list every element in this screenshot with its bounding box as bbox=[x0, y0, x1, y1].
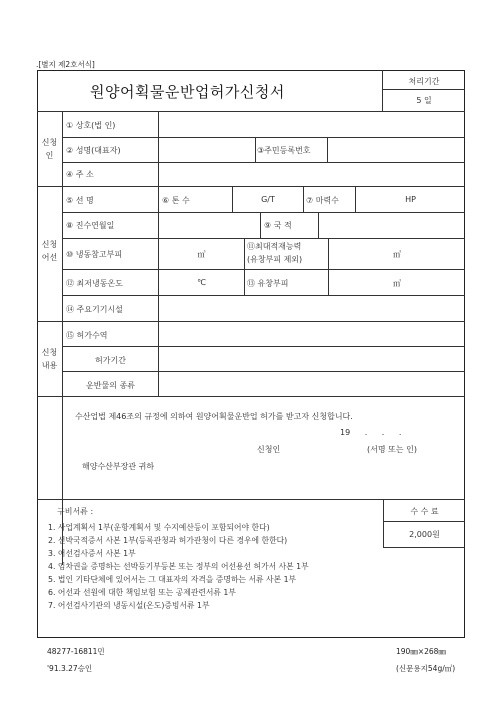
horsepower-unit: HP bbox=[405, 195, 416, 204]
field-main-equipment-label: ⑭ 주요기기시설 bbox=[66, 305, 123, 314]
document-item: 2. 선박국적증서 사본 1부(등록관청과 허가관청이 다른 경우에 한한다) bbox=[48, 536, 288, 545]
oil-tank-volume-unit: ㎥ bbox=[393, 279, 401, 288]
field-horsepower-label: ⑦ 마력수 bbox=[306, 196, 339, 205]
field-tonnage-label: ⑥ 톤 수 bbox=[162, 196, 190, 205]
footer-form-code: 48277-16811민 bbox=[47, 647, 105, 656]
content-section-label: 신청 내용 bbox=[41, 348, 58, 370]
field-oil-tank-volume-label: ⑬ 유창부피 bbox=[247, 279, 289, 288]
processing-period-value: 5 일 bbox=[416, 96, 432, 105]
field-company-name-label: ① 상호(법 인) bbox=[66, 121, 116, 130]
declaration-text: 수산업법 제46조의 규정에 의하여 원양어획물운반업 허가를 받고자 신청합니다. bbox=[75, 412, 353, 421]
field-launch-date-label: ⑧ 진수연월일 bbox=[66, 221, 115, 230]
field-cargo-type-label: 운반물의 종류 bbox=[86, 381, 135, 390]
min-temp-unit: ℃ bbox=[197, 278, 206, 287]
form-number-label: .[별지 제2호서식] bbox=[36, 60, 95, 69]
applicant-signature-label: 신청인 bbox=[257, 445, 281, 454]
field-max-capacity-label: ⑪최대적재능력 bbox=[247, 242, 302, 251]
footer-paper-size: 190㎜×268㎜ bbox=[396, 647, 446, 656]
field-vessel-name-label: ⑤ 선 명 bbox=[66, 196, 94, 205]
vessel-section-label: 신청 어선 bbox=[41, 240, 58, 262]
document-item: 3. 어선검사증서 사본 1부 bbox=[48, 549, 136, 558]
required-documents-header: 구비서류 : bbox=[57, 507, 94, 516]
max-capacity-unit: ㎥ bbox=[393, 250, 401, 259]
field-refrigeration-volume-label: ⑩ 냉동참고부피 bbox=[66, 250, 123, 259]
document-item: 6. 어선과 선원에 대한 책임보험 또는 공제관련서류 1부 bbox=[48, 588, 236, 597]
refrigeration-volume-unit: ㎥ bbox=[197, 250, 206, 259]
applicant-section-label: 신청 인 bbox=[41, 138, 58, 160]
document-item: 4. 임차권을 증명하는 선박등기부등본 또는 정부의 어선용선 허가서 사본 1부 bbox=[48, 562, 309, 571]
tonnage-unit: G/T bbox=[261, 195, 275, 204]
field-resident-number-label: ③주민등록번호 bbox=[257, 146, 311, 155]
field-permit-period-label: 허가기간 bbox=[95, 356, 126, 365]
processing-period-header: 처리기간 bbox=[408, 77, 440, 86]
signature-note: (서명 또는 인) bbox=[367, 445, 417, 454]
footer-paper-type: (신문용지54g/㎡) bbox=[396, 664, 456, 673]
fee-value: 2,000원 bbox=[409, 530, 440, 539]
fee-header: 수 수 료 bbox=[410, 507, 439, 516]
recipient-line: 해양수산부장관 귀하 bbox=[82, 462, 155, 471]
document-item: 1. 사업계획서 1부(운항계획서 및 수지예산등이 포함되어야 한다) bbox=[48, 523, 270, 532]
document-item: 7. 어선검사기관의 냉동시설(온도)증빙서류 1부 bbox=[48, 601, 210, 610]
field-max-capacity-note: (유창부피 제외) bbox=[247, 255, 303, 264]
form-title: 원양어획물운반업허가신청서 bbox=[90, 83, 285, 101]
document-item: 5. 법인 기타단체에 있어서는 그 대표자의 자격을 증명하는 서류 사본 1부 bbox=[48, 575, 297, 584]
field-permit-area-label: ⑮ 허가수역 bbox=[66, 331, 108, 340]
field-representative-label: ② 성명(대표자) bbox=[66, 146, 121, 155]
field-nationality-label: ⑨ 국 적 bbox=[264, 221, 292, 230]
field-address-label: ④ 주 소 bbox=[66, 170, 94, 179]
field-min-temp-label: ⑫ 최저냉동온도 bbox=[66, 279, 123, 288]
footer-approval-date: '91.3.27승인 bbox=[47, 664, 93, 673]
declaration-date: 19 . . . bbox=[340, 428, 402, 437]
